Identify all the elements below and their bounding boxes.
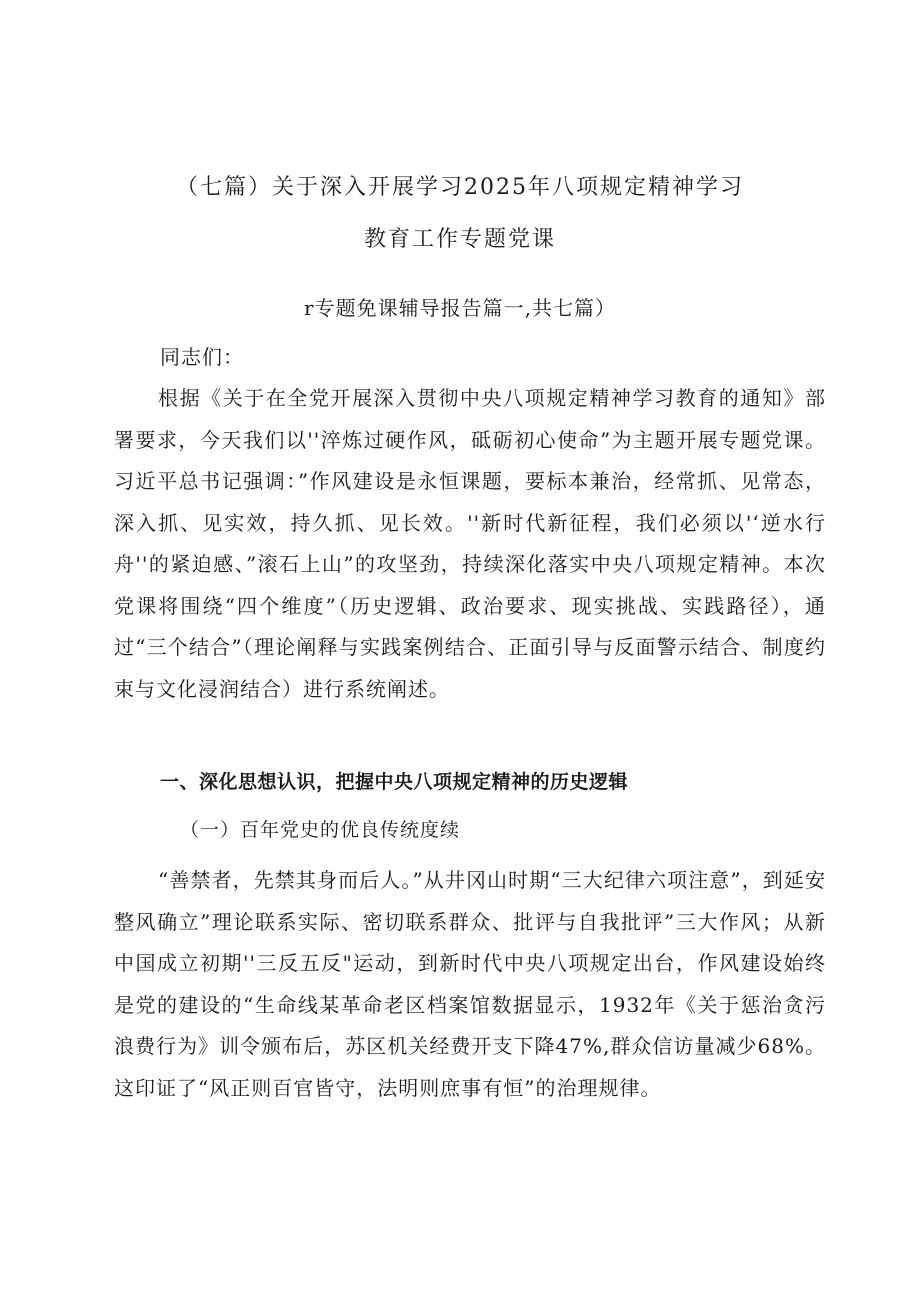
paragraph-history: “善禁者，先禁其身而后人。”从井冈山时期“三大纪律六项注意”，到延安整风确立”理论联系实际、密切联系群众、批评与自我批评”三大作风；从新中国成立初期''三反五反"运动，到新时代中央八项规定出台，作风建设始终是党的建设的“生命线某革命老区档案馆数据显示，1932年《关于惩治贪污浪费行为》训令颁布后，苏区机关经费开支下降47%,群众信访量减少68%。这印证了“风正则百官皆守，法明则庶事有恒”的治理规律。 — [114, 868, 826, 1100]
document-subtitle: r专题免课辅导报告篇一,共七篇） — [304, 296, 616, 320]
document-title-line-1: （七篇）关于深入开展学习2025年八项规定精神学习 — [176, 175, 744, 200]
paragraph-intro: 根据《关于在全党开展深入贯彻中央八项规定精神学习教育的通知》部署要求，今天我们以''淬炼过硬作风，砥砺初心使命”为主题开展专题党课。习近平总书记强调：”作风建设是永恒课题，要标本兼治，经常抓、见常态，深入抓、见实效，持久抓、见长效。''新时代新征程，我们必须以'‘逆水行舟''的紧迫感、”滚石上山”的攻坚劲，持续深化落实中央八项规定精神。本次党课将围绕“四个维度”（历史逻辑、政治要求、现实挑战、实践路径），通过“三个结合”（理论阐释与实践案例结合、正面引导与反面警示结合、制度约束与文化浸润结合）进行系统阐述。 — [114, 386, 826, 701]
section-heading-1: 一、深化思想认识，把握中央八项规定精神的历史逻辑 — [160, 771, 629, 793]
document-title-line-2: 教育工作专题党课 — [363, 227, 556, 252]
subsection-heading-1: （一）百年党史的优良传统度续 — [180, 819, 461, 841]
salutation: 同志们： — [160, 345, 244, 369]
